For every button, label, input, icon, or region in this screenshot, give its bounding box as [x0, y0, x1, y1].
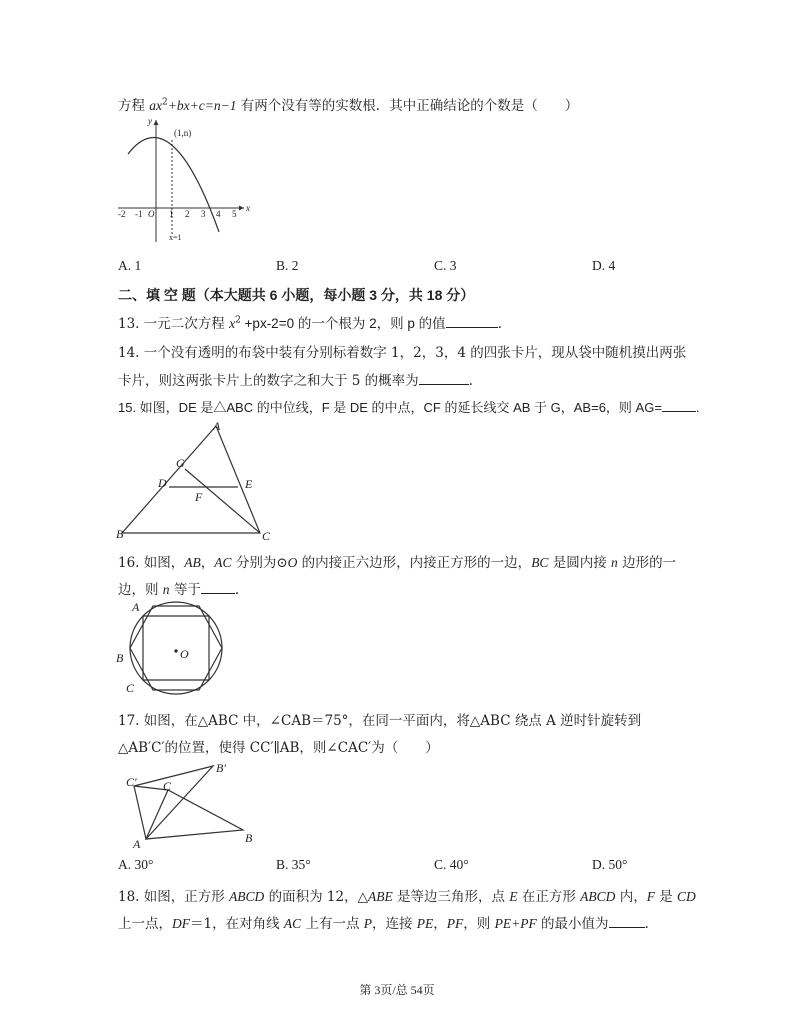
point-label-b: B	[245, 831, 253, 845]
q15-question: 15. 如图，DE 是△ABC 的中位线，F 是 DE 的中点，CF 的延长线交 AB 于 G，AB=6，则 AG=	[118, 400, 662, 415]
q16-answer-blank[interactable]	[201, 581, 235, 594]
q12-text-a: 方程	[118, 98, 150, 114]
q18-math: ABCD	[580, 889, 616, 904]
inscribed-hexagon	[130, 606, 222, 690]
x-axis-arrow	[239, 206, 244, 211]
q18-text: 的最小值为	[536, 916, 609, 932]
point-label-f: F	[195, 490, 203, 504]
q14-line2-text: 卡片，则这两张卡片上的数字之和大于 5 的概率为	[118, 373, 419, 389]
q18-text: 的面积为 12，△	[264, 889, 368, 905]
point-label-b-prime: B′	[216, 761, 226, 775]
q12-eq-sup: 2	[162, 97, 168, 108]
tick-label: 1	[169, 209, 174, 219]
q16-text: 的内接正六边形，内接正方形的一边，	[297, 555, 532, 571]
q18-answer-blank[interactable]	[609, 915, 645, 928]
point-label-a: A	[213, 419, 221, 433]
q18-line2	[118, 912, 649, 932]
q18-text: ，连接	[372, 916, 417, 932]
q18-text: 是等边三角形，点	[392, 889, 510, 905]
q16-text: 16. 如图，	[118, 555, 185, 571]
q16-line2	[118, 578, 239, 598]
q16-text: 是圆内接	[548, 555, 612, 571]
point-label-c: C	[262, 529, 271, 542]
point-label-b: B	[116, 527, 124, 541]
q18-text: 上有一点	[301, 916, 364, 932]
q18-math: DF	[172, 916, 190, 931]
triangle-abc	[122, 426, 260, 533]
triangle-abc	[146, 790, 243, 839]
q18-math: PF	[446, 916, 464, 931]
point-label-a: A	[133, 837, 141, 851]
q18-text: ＝1，在对角线	[190, 916, 284, 932]
q16-bc: BC	[531, 555, 549, 570]
q16-ac: AC	[214, 555, 232, 570]
q16-n: n	[162, 582, 170, 597]
q13-end: .	[497, 316, 502, 332]
q18-text: 在正方形	[517, 889, 581, 905]
q16-text: 等于	[169, 582, 201, 598]
q13-answer-blank[interactable]	[446, 315, 498, 328]
q17-line2: △AB′C′的位置，使得 CC′∥AB，则∠CAC′为（ ）	[118, 740, 439, 756]
q18-math: P	[363, 916, 372, 931]
q18-math: F	[646, 889, 655, 904]
q12-option-a[interactable]: A. 1	[118, 258, 142, 273]
q16-end: .	[234, 582, 240, 598]
q14-line2	[118, 369, 473, 389]
point-label-d: D	[158, 476, 167, 490]
point-label-b: B	[116, 651, 124, 665]
point-label-c-prime: C′	[126, 775, 137, 789]
q14-answer-blank[interactable]	[419, 372, 469, 385]
tick-label: -2	[118, 209, 126, 219]
origin-label: O	[148, 209, 155, 219]
vertex-label: (1,n)	[174, 128, 192, 138]
page-footer: 第 3页/总 54页	[359, 983, 435, 997]
point-label-a: A	[132, 600, 140, 614]
q16-o: O	[287, 555, 298, 570]
q15-end: .	[695, 400, 700, 415]
q18-text: 是	[654, 889, 678, 905]
q18-text: 内，	[615, 889, 647, 905]
q18-text: 18. 如图，正方形	[118, 889, 230, 905]
q17-option-a[interactable]: A. 30°	[118, 857, 154, 872]
q16-ab: AB	[184, 555, 201, 570]
y-axis-label: y	[148, 116, 152, 126]
tick-label: 2	[185, 209, 190, 219]
q15-text	[118, 397, 700, 416]
q18-math: AC	[283, 916, 302, 931]
q12-option-c[interactable]: C. 3	[434, 258, 457, 273]
q15-triangle-figure	[112, 416, 272, 542]
point-label-o: O	[180, 647, 189, 661]
q12-eq-a: ax	[149, 98, 163, 113]
q18-line1	[118, 885, 696, 905]
inscribed-square	[143, 616, 209, 680]
tick-label: 5	[232, 209, 237, 219]
tick-label: 4	[216, 209, 221, 219]
point-label-e: E	[245, 477, 253, 491]
symmetry-label: x=1	[169, 233, 182, 242]
q13-post: +px-2=0 的一个根为 2，则 p 的值	[240, 316, 446, 331]
q17-option-c[interactable]: C. 40°	[434, 857, 469, 872]
q18-math: ABCD	[229, 889, 265, 904]
q13-x: x	[229, 316, 236, 331]
q18-text: ，	[433, 916, 447, 932]
point-label-c: C	[126, 681, 135, 695]
q18-text: ，则	[463, 916, 495, 932]
q13-pre: 13. 一元二次方程	[118, 316, 230, 332]
q12-option-b[interactable]: B. 2	[276, 258, 299, 273]
q16-text: 边形的一	[617, 555, 677, 571]
y-axis-arrow	[154, 120, 159, 125]
q12-option-d[interactable]: D. 4	[592, 258, 616, 273]
q17-line1: 17. 如图，在△ABC 中，∠CAB＝75°，在同一平面内，将△ABC 绕点 A 逆时针旋转到	[118, 713, 642, 729]
point-label-c: C	[163, 779, 172, 793]
center-dot	[174, 649, 177, 652]
q17-option-d[interactable]: D. 50°	[592, 857, 628, 872]
q18-math: PE	[416, 916, 434, 931]
q18-math: CD	[677, 889, 696, 904]
q18-end: .	[644, 916, 649, 932]
q12-text	[118, 94, 578, 114]
q16-text: 分别为⊙	[231, 555, 288, 571]
point-label-g: G	[176, 456, 185, 470]
q18-math: E	[509, 889, 518, 904]
section-heading: 二、填 空 题（本大题共 6 小题，每小题 3 分，共 18 分）	[118, 287, 475, 303]
q12-parabola-graph	[112, 114, 252, 248]
x-axis-label: x	[246, 203, 250, 213]
q18-text: 上一点，	[118, 916, 172, 932]
q18-math: ABE	[367, 889, 393, 904]
q16-text: 边，则	[118, 582, 163, 598]
q14-end: .	[468, 373, 473, 389]
q18-math: PE+PF	[494, 916, 537, 931]
q14-line1: 14. 一个没有透明的布袋中装有分别标着数字 1，2，3，4 的四张卡片，现从袋中随机摸出两张	[118, 345, 687, 361]
q12-eq-b: +bx+c=n−1	[167, 98, 237, 113]
q17-rotation-figure	[112, 756, 262, 852]
triangle-ab-c	[134, 766, 213, 839]
q15-answer-blank[interactable]	[662, 399, 696, 412]
q16-line1	[118, 551, 676, 571]
q16-n: n	[611, 555, 618, 570]
tick-label: -1	[135, 209, 143, 219]
q17-option-b[interactable]: B. 35°	[276, 857, 311, 872]
tick-label: 3	[201, 209, 206, 219]
q13-sup: 2	[235, 315, 241, 326]
q13-text	[118, 312, 502, 332]
q16-circle-figure	[112, 598, 236, 698]
q16-text: ，	[200, 555, 215, 571]
q12-text-b: 有两个没有等的实数根．其中正确结论的个数是（ ）	[236, 98, 579, 114]
